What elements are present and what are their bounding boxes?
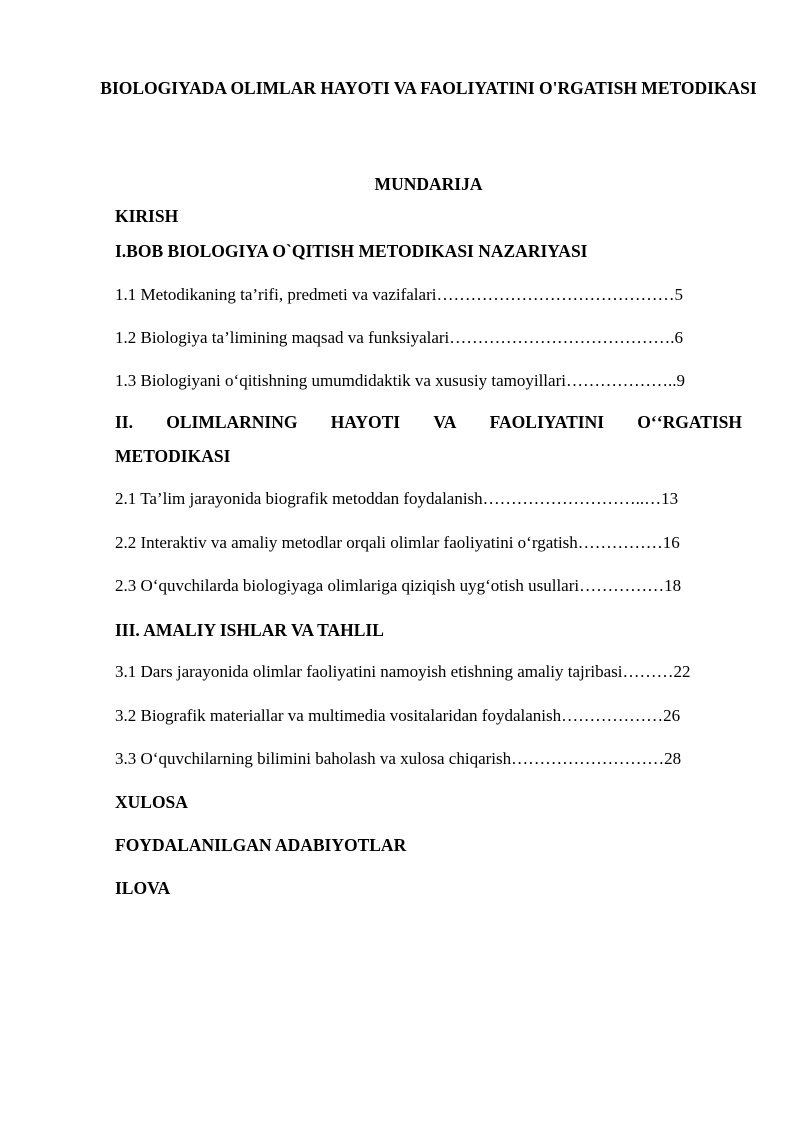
chapter2-heading-word: FAOLIYATINI xyxy=(489,412,605,432)
chapter2-heading-line2: METODIKASI xyxy=(115,446,231,466)
chapter2-heading-word: Oʻ‘RGATISH xyxy=(637,412,742,432)
chapter2-heading-word: HAYOTI xyxy=(330,412,401,432)
toc-item-appendix: ILOVA xyxy=(115,878,171,898)
chapter2-heading-word: VA xyxy=(433,412,457,432)
toc-entry-2-2: 2.2 Interaktiv va amaliy metodlar orqali olimlar faoliyatini oʻrgatish……………16 xyxy=(115,533,680,552)
chapter2-heading-word: II. xyxy=(115,412,133,432)
chapter2-heading-word: OLIMLARNING xyxy=(166,412,298,432)
toc-item-references: FOYDALANILGAN ADABIYOTLAR xyxy=(115,835,407,855)
chapter1-heading: I.BOB BIOLOGIYA O`QITISH METODIKASI NAZARIYASI xyxy=(115,241,588,261)
toc-item-intro: KIRISH xyxy=(115,206,179,226)
toc-entry-2-3: 2.3 Oʻquvchilarda biologiyaga olimlariga qiziqish uygʻotish usullari……………18 xyxy=(115,576,682,595)
toc-entry-3-1: 3.1 Dars jarayonida olimlar faoliyatini namoyish etishning amaliy tajribasi………22 xyxy=(115,662,691,681)
toc-entry-1-1: 1.1 Metodikaning ta’rifi, predmeti va vazifalari……………………………………5 xyxy=(115,285,683,304)
toc-entry-3-2: 3.2 Biografik materiallar va multimedia vositalaridan foydalanish………………26 xyxy=(115,706,681,725)
toc-entry-3-3: 3.3 Oʻquvchilarning bilimini baholash va xulosa chiqarish………………………28 xyxy=(115,749,682,768)
chapter2-heading xyxy=(115,412,742,433)
toc-entry-2-1: 2.1 Ta’lim jarayonida biografik metoddan foydalanish………………………..…13 xyxy=(115,489,679,508)
document-title: BIOLOGIYADA OLIMLAR HAYOTI VA FAOLIYATINI O'RGATISH METODIKASI xyxy=(100,78,757,98)
chapter3-heading: III. AMALIY ISHLAR VA TAHLIL xyxy=(115,620,384,640)
toc-entry-1-3: 1.3 Biologiyani oʻqitishning umumdidaktik va xususiy tamoyillari………………..9 xyxy=(115,371,685,390)
toc-entry-1-2: 1.2 Biologiya ta’limining maqsad va funksiyalari………………………………….6 xyxy=(115,328,684,347)
toc-item-conclusion: XULOSA xyxy=(115,792,188,812)
toc-heading: MUNDARIJA xyxy=(374,174,483,194)
